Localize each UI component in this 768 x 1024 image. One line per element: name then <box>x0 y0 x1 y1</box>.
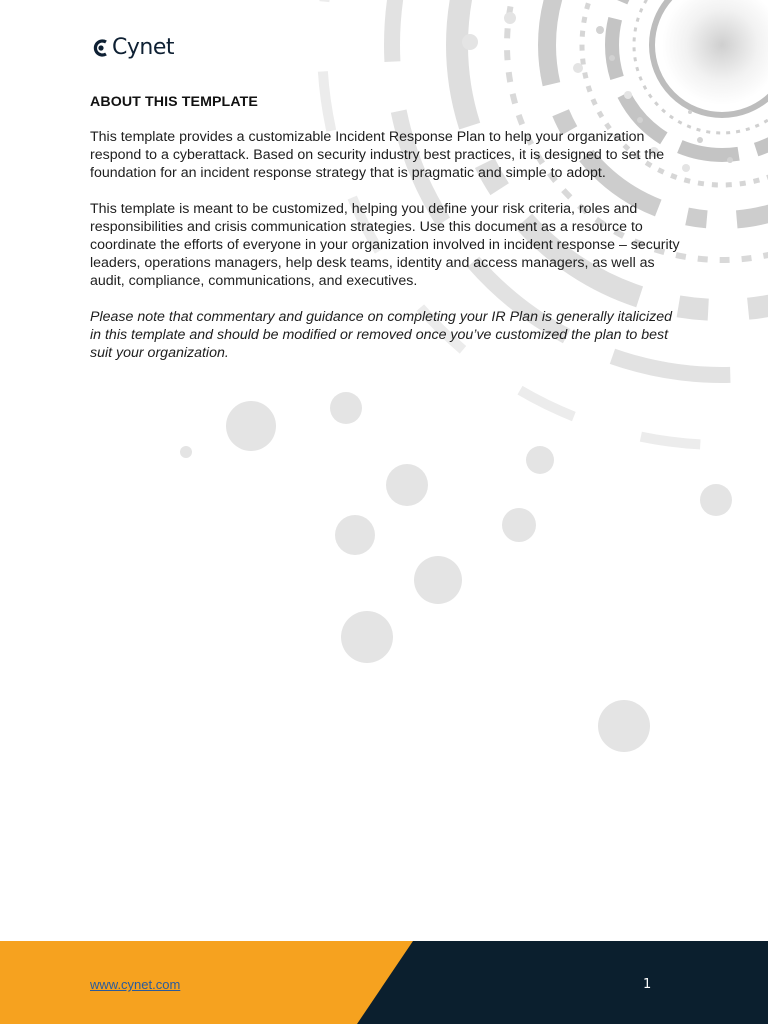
logo-wordmark: Cynet <box>112 35 174 60</box>
template-intro-section <box>90 93 685 380</box>
section-title: ABOUT THIS TEMPLATE <box>90 94 258 110</box>
cynet-logo-icon <box>92 39 112 57</box>
intro-paragraph-1: This template provides a customizable Incident Response Plan to help your organization respond to a cyberattack. Based on security industry best practices, it is designed to set the foundation for an incident response strategy that is pragmatic and simple to adopt. <box>90 129 665 181</box>
page-number: 1 <box>643 977 652 992</box>
guidance-note: Please note that commentary and guidance on completing your IR Plan is generally italicized in this template and should be modified or removed once you’ve customized the plan to best suit your organization. <box>90 309 673 361</box>
website-link[interactable]: www.cynet.com <box>90 977 181 992</box>
cynet-logo <box>92 35 174 61</box>
intro-paragraph-2: This template is meant to be customized, helping you define your risk criteria, roles and responsibilities and crisis communication strategies. Use this document as a resource to coordinate the efforts of everyone in your organization involved in incident response – security leaders, operations managers, help desk teams, identity and access managers, as well as audit, compliance, communications, and executives. <box>90 201 680 289</box>
page-footer <box>0 941 768 1024</box>
